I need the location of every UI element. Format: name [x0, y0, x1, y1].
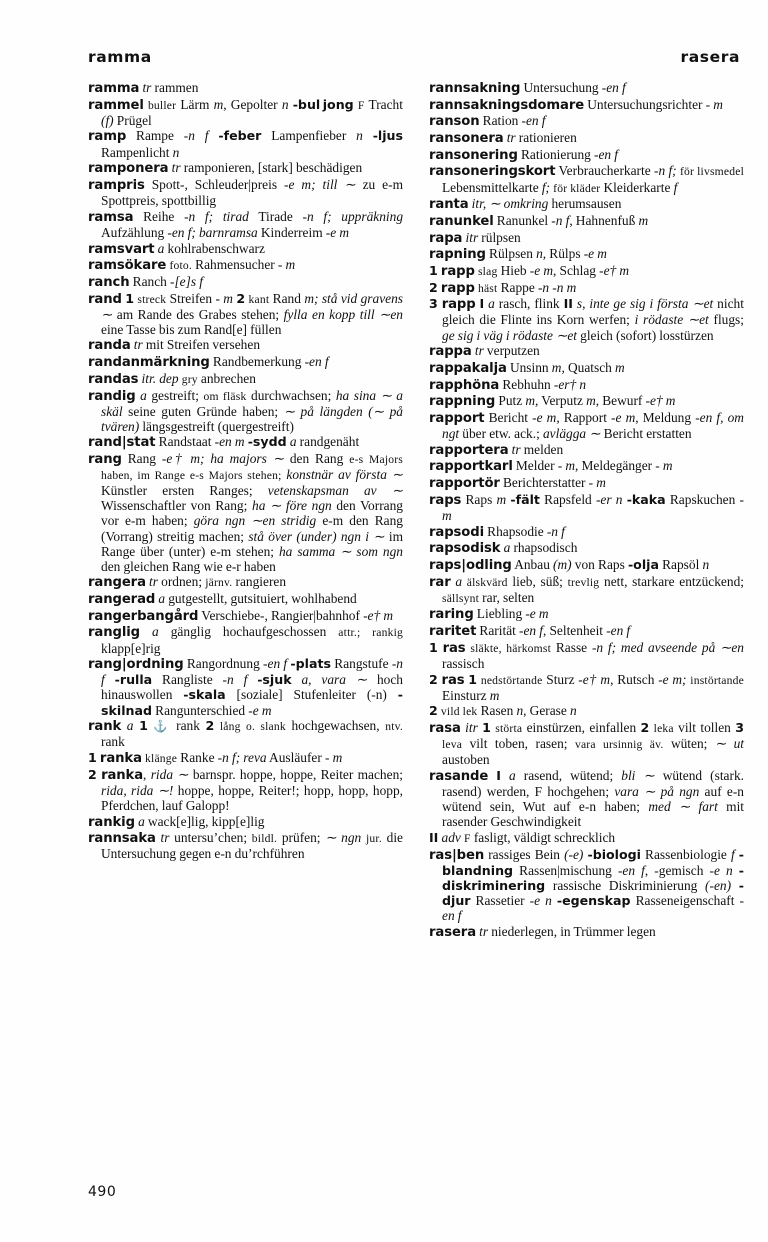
dictionary-entry: rasande I a rasend, wütend; bli ∼ wütend (stark. rasend) werden, F hochgehen; vara ∼ på ngn auf e-n wütend sein, Wut auf e-n haben; med ∼ fart mit rasender Geschwindigkeit: [429, 767, 745, 830]
dictionary-entry: rannsakningsdomare Untersuchungsrichter - m: [429, 96, 723, 113]
dictionary-entry: rapsodisk a rhapsodisch: [429, 540, 578, 557]
dictionary-entry: ranson Ration -en f: [429, 113, 546, 130]
dictionary-entry: rappa tr verputzen: [429, 343, 540, 360]
dictionary-entry: ramponera tr ramponieren, [stark] beschädigen: [88, 160, 363, 177]
dictionary-entry: randas itr. dep gry anbrechen: [88, 370, 256, 387]
dictionary-entry: rank a 1 ⚓ rank 2 lång o. slank hochgewachsen, ntv. rank: [88, 718, 403, 750]
dictionary-entry: 2 ras 1 nedstörtande Sturz -e† m, Rutsch -e m; instörtande Einsturz m: [429, 671, 744, 703]
dictionary-entry: ransoneringskort Verbraucherkarte -n f; för livsmedel Lebensmittelkarte f; för kläder Kleiderkarte f: [429, 163, 744, 195]
dictionary-entry: raps Raps m -fält Rapsfeld -er n -kaka Rapskuchen - m: [429, 491, 744, 523]
dictionary-entry: rapportkarl Melder - m, Meldegänger - m: [429, 458, 673, 475]
dictionary-entry: raritet Rarität -en f, Seltenheit -en f: [429, 623, 631, 640]
dictionary-entry: rampris Spott-, Schleuder|preis -e m; till ∼ zu e-m Spottpreis, spottbillig: [88, 176, 403, 209]
dictionary-entry: rapning Rülpsen n, Rülps -e m: [429, 246, 607, 263]
page-number: 490: [88, 1184, 117, 1200]
dictionary-entry: randanmärkning Randbemerkung -en f: [88, 354, 329, 371]
dictionary-entry: ranunkel Ranunkel -n f, Hahnenfuß m: [429, 212, 649, 229]
dictionary-entry: 1 rapp slag Hieb -e m, Schlag -e† m: [429, 262, 630, 279]
dictionary-entry: rangerad a gutgestellt, gutsituiert, wohlhabend: [88, 591, 357, 608]
dictionary-entry: rannsaka tr untersu’chen; bildl. prüfen; ∼ ngn jur. die Untersuchung gegen e-n du’rchführen: [88, 830, 403, 862]
dictionary-entry: rasa itr 1 störta einstürzen, einfallen 2 leka vilt tollen 3 leva vilt toben, rasen; vara ursinnig äv. wüten; ∼ ut austoben: [429, 720, 744, 768]
left-column: [88, 80, 403, 940]
dictionary-entry: ranglig a gänglig hochaufgeschossen attr.; rankig klapp[e]rig: [88, 624, 403, 656]
running-head: [88, 48, 740, 66]
dictionary-entry: rappning Putz m, Verputz m, Bewurf -e† m: [429, 393, 676, 410]
dictionary-entry: 2 vild lek Rasen n, Gerase n: [429, 703, 577, 719]
page-columns: [88, 80, 744, 940]
dictionary-entry: rammel buller Lärm m, Gepolter n -bul jong F Tracht (f) Prügel: [88, 96, 403, 128]
dictionary-entry: II adv F fasligt, väldigt schrecklich: [429, 829, 616, 845]
dictionary-entry: ramma tr rammen: [88, 80, 199, 96]
dictionary-entry: ransonera tr rationieren: [429, 130, 577, 147]
dictionary-entry: 3 rapp I a rasch, flink II s, inte ge sig i första ∼et nicht gleich die Flinte ins Korn werfen; i rödaste ∼et flugs; ge sig i väg i rödaste ∼et gleich (sofort) losstürzen: [429, 296, 744, 343]
dictionary-entry: rapportera tr melden: [429, 441, 564, 458]
dictionary-entry: ramsa Reihe -n f; tirad Tirade -n f; uppräkning Aufzählung -en f; barnramsa Kinderreim -e m: [88, 208, 404, 240]
dictionary-entry: ranta itr, ∼ omkring herumsausen: [429, 196, 622, 213]
dictionary-entry: rannsakning Untersuchung -en f: [429, 80, 626, 96]
dictionary-entry: rangera tr ordnen; järnv. rangieren: [88, 574, 287, 591]
dictionary-entry: ramp Rampe -n f -feber Lampenfieber n -ljus Rampenlicht n: [88, 128, 404, 160]
dictionary-entry: 2 rapp häst Rappe -n -n m: [429, 279, 577, 296]
dictionary-entry: rappakalja Unsinn m, Quatsch m: [429, 359, 625, 376]
dictionary-entry: rasera tr niederlegen, in Trümmer legen: [429, 923, 656, 940]
dictionary-entry: rang|ordning Rangordnung -en f -plats Rangstufe -n f -rulla Rangliste -n f -sjuk a, vara ∼ hoch hinauswollen -skala [soziale] Stufenleiter (-n) -skilnad Rangunterschied -e m: [88, 656, 403, 718]
dictionary-entry: rapport Bericht -e m, Rapport -e m, Meldung -en f, om ngt über etw. ack.; avlägga ∼ Bericht erstatten: [429, 409, 744, 442]
running-head-left: ramma: [88, 48, 152, 66]
running-head-right: rasera: [680, 48, 740, 66]
dictionary-entry: ramsvart a kohlrabenschwarz: [88, 240, 265, 257]
dictionary-entry: raps|odling Anbau (m) von Raps -olja Rapsöl n: [429, 556, 710, 573]
dictionary-entry: rapa itr rülpsen: [429, 229, 521, 246]
dictionary-entry: rapphöna Rebhuhn -er† n: [429, 376, 587, 393]
dictionary-entry: raring Liebling -e m: [429, 606, 549, 623]
dictionary-entry: rar a älskvärd lieb, süß; trevlig nett, starkare entzückend; sällsynt rar, selten: [429, 573, 744, 605]
dictionary-entry: ras|ben rassiges Bein (-e) -biologi Rassenbiologie f -blandning Rassen|mischung -en f, -gemisch -e n -diskriminering rassische Diskriminierung (-en) -djur Rassetier -e n -egenskap Rasseneigenschaft -en f: [429, 846, 745, 923]
dictionary-entry: rand 1 streck Streifen - m 2 kant Rand m; stå vid gravens ∼ am Rande des Grabes stehen; fylla en kopp till ∼en eine Tasse bis zum Rand[e] füllen: [88, 290, 403, 337]
dictionary-entry: randa tr mit Streifen versehen: [88, 337, 261, 354]
dictionary-entry: rapsodi Rhapsodie -n f: [429, 523, 565, 540]
dictionary-entry: ransonering Rationierung -en f: [429, 146, 618, 163]
dictionary-entry: rand|stat Randstaat -en m -sydd a randgenäht: [88, 434, 360, 451]
dictionary-entry: rankig a wack[e]lig, kipp[e]lig: [88, 813, 265, 830]
dictionary-entry: rangerbangård Verschiebe-, Rangier|bahnhof -e† m: [88, 607, 394, 624]
right-column: [429, 80, 744, 940]
dictionary-entry: 2 ranka, rida ∼ barnspr. hoppe, hoppe, Reiter machen; rida, rida ∼! hoppe, hoppe, Reiter!; hopp, hopp, hopp, Pferdchen, lauf Galopp!: [88, 766, 403, 813]
dictionary-entry: 1 ranka klänge Ranke -n f; reva Ausläufer - m: [88, 750, 343, 766]
dictionary-entry: randig a gestreift; om fläsk durchwachsen; ha sina ∼ a skäl seine guten Gründe haben; ∼ på längden (∼ på tvären) längsgestreift (quergestreift): [88, 387, 404, 434]
dictionary-entry: rang Rang -e† m; ha majors ∼ den Rang e-s Majors haben, im Range e-s Majors stehen; konstnär av första ∼ Künstler ersten Ranges; vetenskapsman av ∼ Wissenschaftler von Rang; ha ∼ före ngn den Vorrang vor e-m haben; göra ngn ∼en stridig e-m den Rang (Vorrang) streitig machen; stå över (under) ngn i ∼ im Range über (unter) e-m stehen; ha samma ∼ som ngn den gleichen Rang wie e-r haben: [88, 451, 404, 574]
dictionary-entry: ramsökare foto. Rahmensucher - m: [88, 257, 296, 274]
dictionary-entry: 1 ras släkte, härkomst Rasse -n f; med avseende på ∼en rassisch: [429, 639, 744, 671]
dictionary-entry: rapportör Berichterstatter - m: [429, 475, 606, 492]
dictionary-entry: ranch Ranch -[e]s f: [88, 273, 203, 290]
